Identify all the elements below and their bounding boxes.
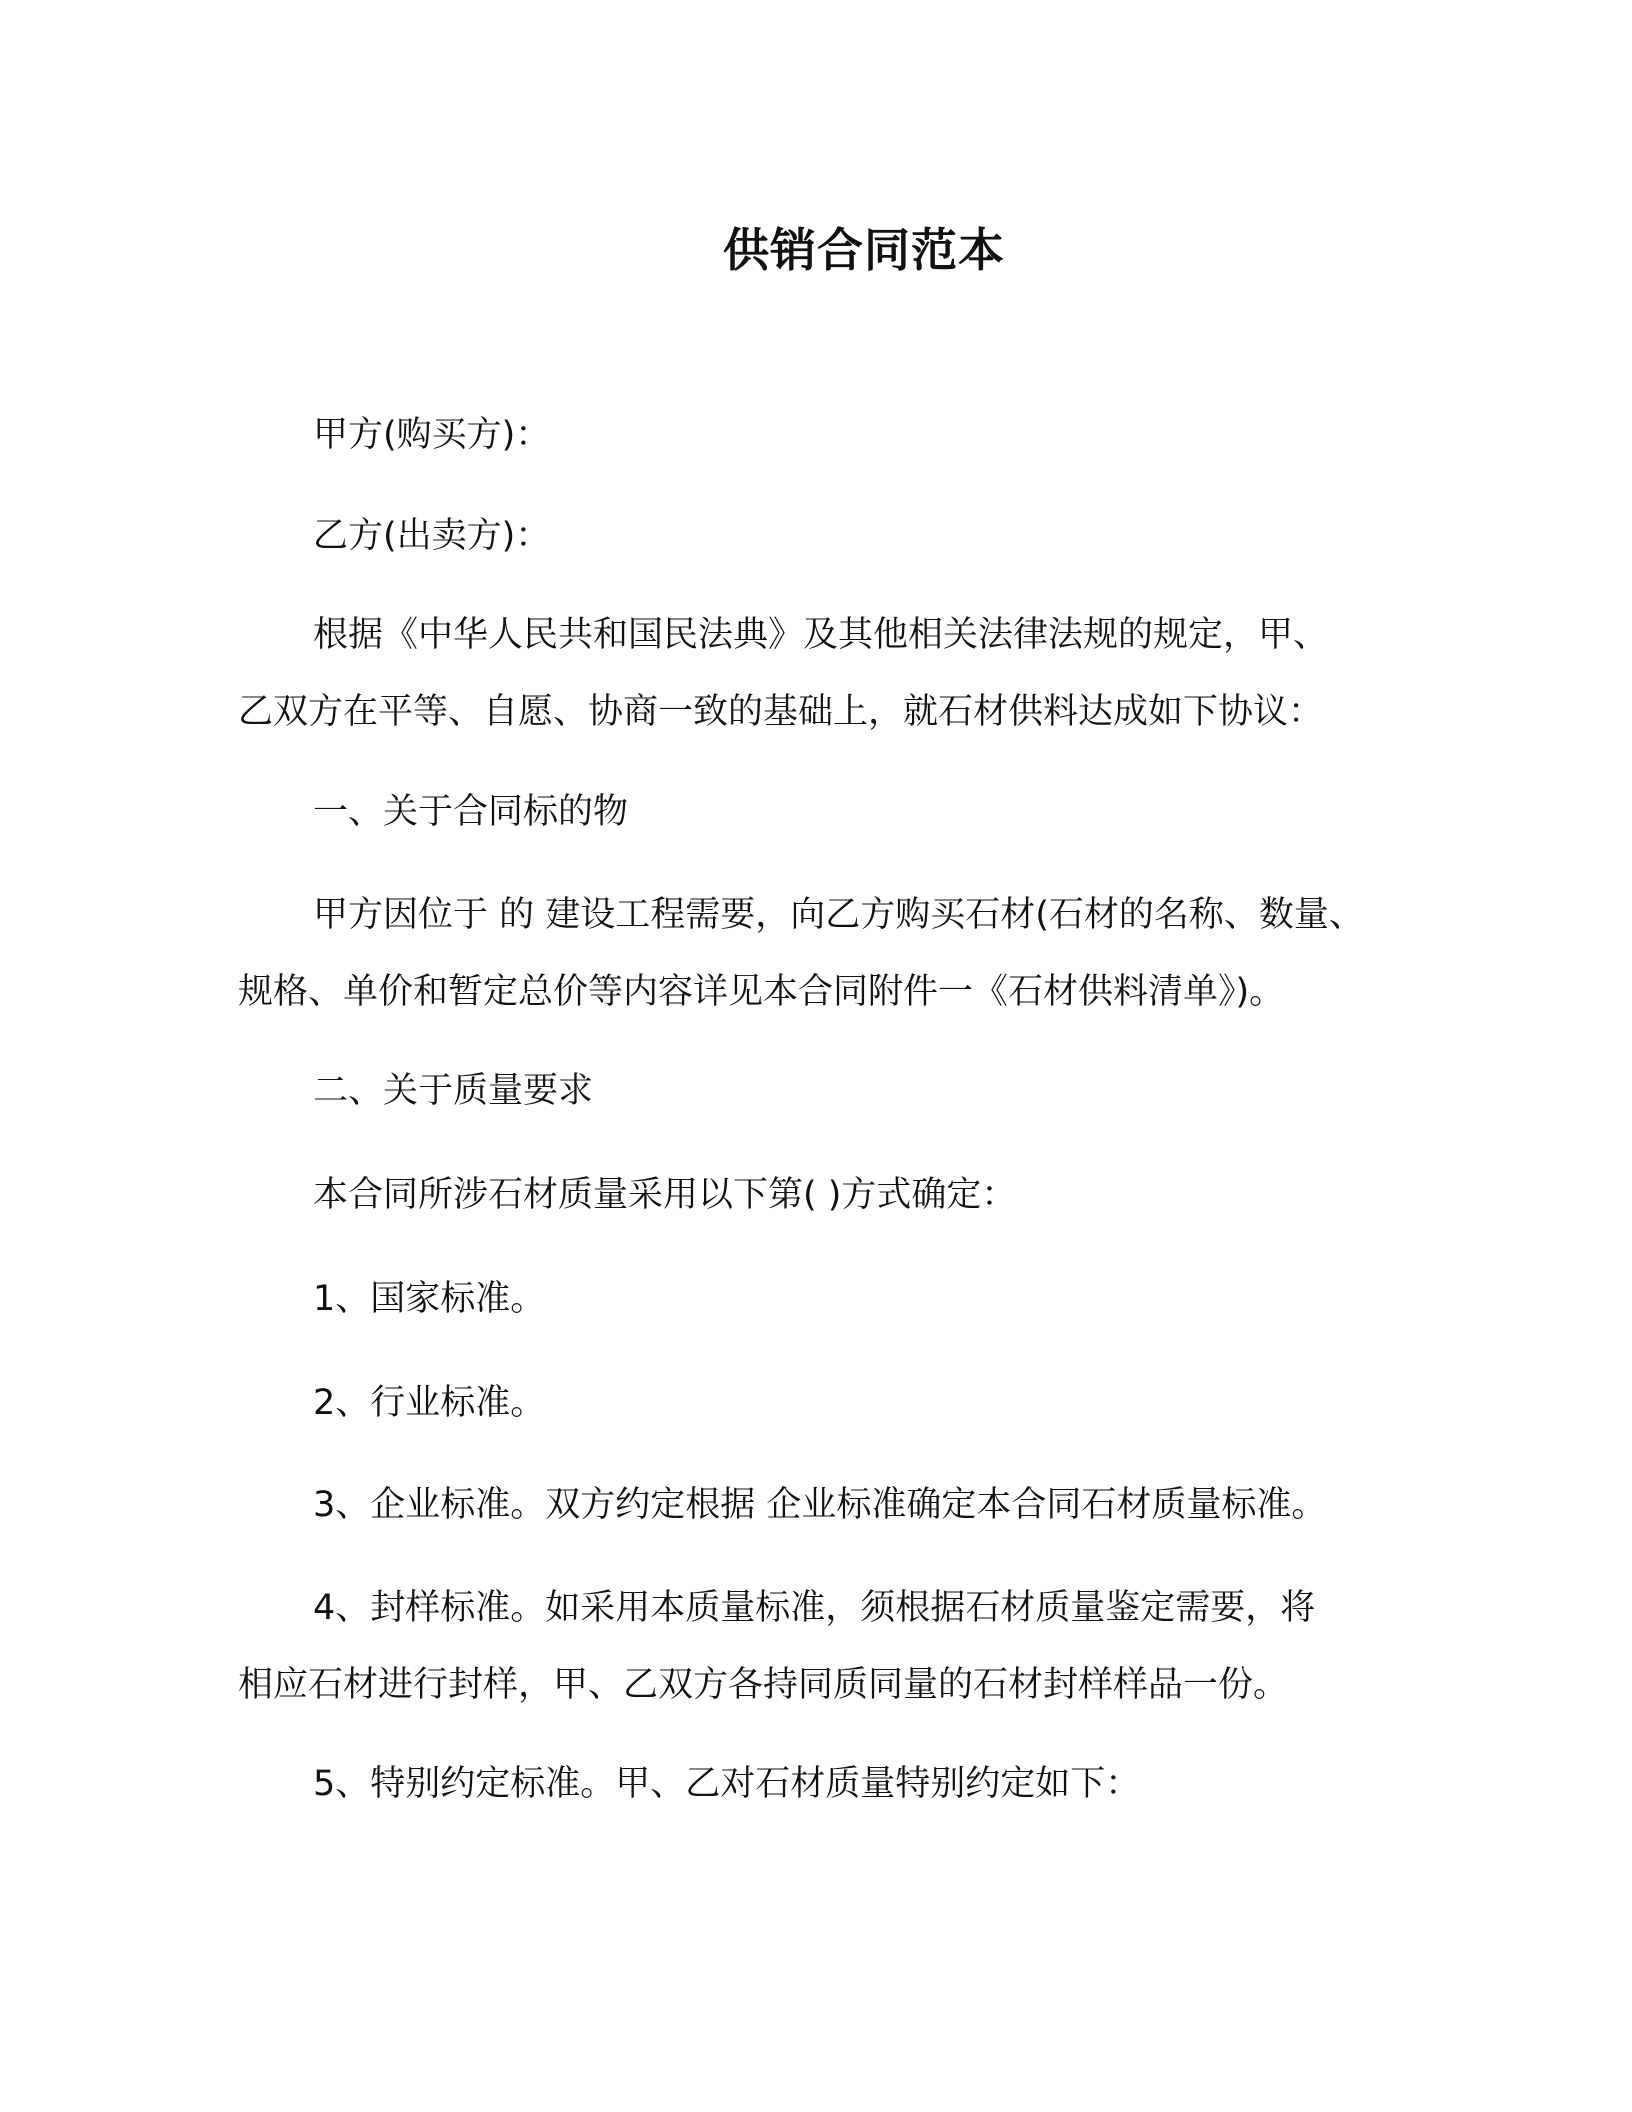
- document-title: 供销合同范本: [723, 223, 1005, 277]
- paragraph-line: 本合同所涉石材质量采用以下第( )方式确定：: [313, 1175, 1017, 1215]
- paragraph-line: 二、关于质量要求: [313, 1071, 594, 1111]
- paragraph-line: 相应石材进行封样，甲、乙双方各持同质同量的石材封样样品一份。: [238, 1665, 1289, 1705]
- paragraph-line: 1、国家标准。: [313, 1279, 546, 1319]
- paragraph-line: 甲方(购买方)：: [313, 415, 551, 455]
- paragraph-line: 4、封样标准。如采用本质量标准，须根据石材质量鉴定需要，将: [313, 1588, 1316, 1628]
- paragraph-line: 5、特别约定标准。甲、乙对石材质量特别约定如下：: [313, 1764, 1141, 1804]
- list-item-5: [238, 1746, 1408, 1823]
- paragraph-line: 规格、单价和暂定总价等内容详见本合同附件一《石材供料清单》)。: [238, 972, 1285, 1012]
- quality-method-line: [238, 1157, 1408, 1234]
- section-heading-2: [238, 1053, 1408, 1130]
- section-heading-1: [238, 774, 1408, 851]
- paragraph-line: 乙方(出卖方)：: [313, 516, 551, 556]
- list-item-4: [238, 1570, 1408, 1724]
- paragraph-line: 3、企业标准。双方约定根据 企业标准确定本合同石材质量标准。: [313, 1485, 1327, 1525]
- paragraph-line: 甲方因位于 的 建设工程需要，向乙方购买石材(石材的名称、数量、: [313, 895, 1364, 935]
- party-a-line: [238, 397, 1408, 474]
- paragraph-line: 乙双方在平等、自愿、协商一致的基础上，就石材供料达成如下协议：: [238, 692, 1324, 732]
- list-item-2: [238, 1365, 1408, 1442]
- paragraph-line: 一、关于合同标的物: [313, 792, 629, 832]
- party-b-line: [238, 498, 1408, 575]
- list-item-1: [238, 1261, 1408, 1338]
- list-item-3: [238, 1467, 1408, 1544]
- preamble-paragraph: [238, 597, 1408, 751]
- paragraph-line: 根据《中华人民共和国民法典》及其他相关法律法规的规定，甲、: [313, 615, 1329, 655]
- section-1-paragraph: [238, 877, 1408, 1031]
- paragraph-line: 2、行业标准。: [313, 1383, 546, 1423]
